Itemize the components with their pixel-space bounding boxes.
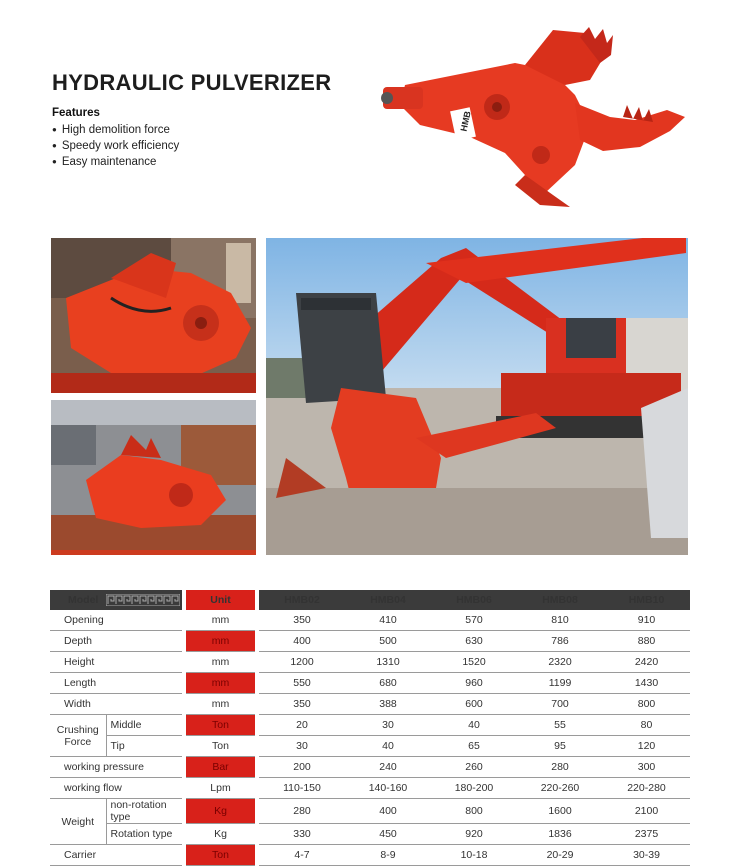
value-cell: 20	[259, 715, 345, 736]
value-cell: 4-7	[259, 845, 345, 866]
pulverizer-product-image	[375, 25, 695, 210]
value-cell: 1310	[345, 652, 431, 673]
table-row	[50, 694, 690, 715]
value-cell: 95	[517, 736, 603, 757]
table-row	[50, 757, 690, 778]
value-cell: 1836	[517, 824, 603, 845]
value-cell: 1600	[517, 799, 603, 824]
value-cell: 40	[345, 736, 431, 757]
meander-ornament-icon	[106, 594, 180, 606]
row-label: Height	[50, 652, 182, 673]
unit-cell: mm	[186, 631, 255, 652]
value-cell: 1200	[259, 652, 345, 673]
value-cell: 400	[345, 799, 431, 824]
table-header-row	[50, 590, 690, 610]
row-label: Carrier	[50, 845, 182, 866]
row-label: Rotation type	[106, 824, 182, 845]
value-cell: 800	[431, 799, 517, 824]
value-cell: 810	[517, 610, 603, 631]
table-row	[50, 610, 690, 631]
feature-item: ● Speedy work efficiency	[52, 138, 179, 154]
value-cell: 450	[345, 824, 431, 845]
unit-cell: Ton	[186, 715, 255, 736]
value-cell: 280	[517, 757, 603, 778]
model-header: Model	[50, 590, 182, 610]
row-group-label: Crushing Force	[50, 715, 106, 757]
value-cell: 1199	[517, 673, 603, 694]
value-cell: 630	[431, 631, 517, 652]
value-cell: 300	[603, 757, 690, 778]
workshop-photo-top	[51, 238, 256, 393]
value-cell: 1520	[431, 652, 517, 673]
value-cell: 65	[431, 736, 517, 757]
value-cell: 2375	[603, 824, 690, 845]
value-cell: 330	[259, 824, 345, 845]
model-column-header: HMB10	[603, 590, 690, 610]
specification-table	[50, 590, 690, 866]
value-cell: 220-260	[517, 778, 603, 799]
row-label: Tip	[106, 736, 182, 757]
unit-cell: Ton	[186, 845, 255, 866]
feature-item: ● High demolition force	[52, 122, 179, 138]
value-cell: 600	[431, 694, 517, 715]
page-title: HYDRAULIC PULVERIZER	[52, 70, 332, 95]
value-cell: 30-39	[603, 845, 690, 866]
value-cell: 220-280	[603, 778, 690, 799]
table-row	[50, 736, 690, 757]
table-row	[50, 845, 690, 866]
value-cell: 1430	[603, 673, 690, 694]
row-label: Opening	[50, 610, 182, 631]
brand-logo: HMB	[458, 110, 473, 133]
value-cell: 550	[259, 673, 345, 694]
value-cell: 120	[603, 736, 690, 757]
row-label: Middle	[106, 715, 182, 736]
value-cell: 350	[259, 694, 345, 715]
value-cell: 920	[431, 824, 517, 845]
row-label: Depth	[50, 631, 182, 652]
unit-cell: mm	[186, 694, 255, 715]
excavator-operation-photo	[266, 238, 688, 555]
model-column-header: HMB02	[259, 590, 345, 610]
value-cell: 200	[259, 757, 345, 778]
table-row	[50, 631, 690, 652]
unit-cell: Bar	[186, 757, 255, 778]
value-cell: 350	[259, 610, 345, 631]
value-cell: 2100	[603, 799, 690, 824]
value-cell: 80	[603, 715, 690, 736]
value-cell: 786	[517, 631, 603, 652]
value-cell: 30	[259, 736, 345, 757]
features-heading: Features	[52, 107, 100, 119]
value-cell: 30	[345, 715, 431, 736]
value-cell: 570	[431, 610, 517, 631]
features-list	[52, 122, 179, 170]
feature-item: ● Easy maintenance	[52, 154, 179, 170]
table-row	[50, 824, 690, 845]
row-label: non-rotation type	[106, 799, 182, 824]
value-cell: 280	[259, 799, 345, 824]
value-cell: 700	[517, 694, 603, 715]
value-cell: 240	[345, 757, 431, 778]
value-cell: 10-18	[431, 845, 517, 866]
unit-header: Unit	[186, 590, 255, 610]
unit-cell: Lpm	[186, 778, 255, 799]
table-row	[50, 715, 690, 736]
unit-cell: mm	[186, 652, 255, 673]
value-cell: 388	[345, 694, 431, 715]
value-cell: 2320	[517, 652, 603, 673]
value-cell: 960	[431, 673, 517, 694]
value-cell: 110-150	[259, 778, 345, 799]
table-row	[50, 799, 690, 824]
row-group-label: Weight	[50, 799, 106, 845]
workshop-photo-bottom	[51, 400, 256, 555]
unit-cell: Kg	[186, 799, 255, 824]
value-cell: 800	[603, 694, 690, 715]
value-cell: 880	[603, 631, 690, 652]
model-column-header: HMB04	[345, 590, 431, 610]
table-row	[50, 652, 690, 673]
value-cell: 8-9	[345, 845, 431, 866]
unit-cell: mm	[186, 610, 255, 631]
unit-cell: Ton	[186, 736, 255, 757]
value-cell: 410	[345, 610, 431, 631]
value-cell: 910	[603, 610, 690, 631]
value-cell: 400	[259, 631, 345, 652]
row-label: Length	[50, 673, 182, 694]
unit-cell: mm	[186, 673, 255, 694]
value-cell: 260	[431, 757, 517, 778]
row-label: working flow	[50, 778, 182, 799]
unit-cell: Kg	[186, 824, 255, 845]
row-label: Width	[50, 694, 182, 715]
value-cell: 2420	[603, 652, 690, 673]
model-column-header: HMB08	[517, 590, 603, 610]
value-cell: 500	[345, 631, 431, 652]
value-cell: 680	[345, 673, 431, 694]
model-column-header: HMB06	[431, 590, 517, 610]
row-label: working pressure	[50, 757, 182, 778]
value-cell: 140-160	[345, 778, 431, 799]
value-cell: 180-200	[431, 778, 517, 799]
table-row	[50, 673, 690, 694]
table-row	[50, 778, 690, 799]
value-cell: 20-29	[517, 845, 603, 866]
value-cell: 40	[431, 715, 517, 736]
value-cell: 55	[517, 715, 603, 736]
